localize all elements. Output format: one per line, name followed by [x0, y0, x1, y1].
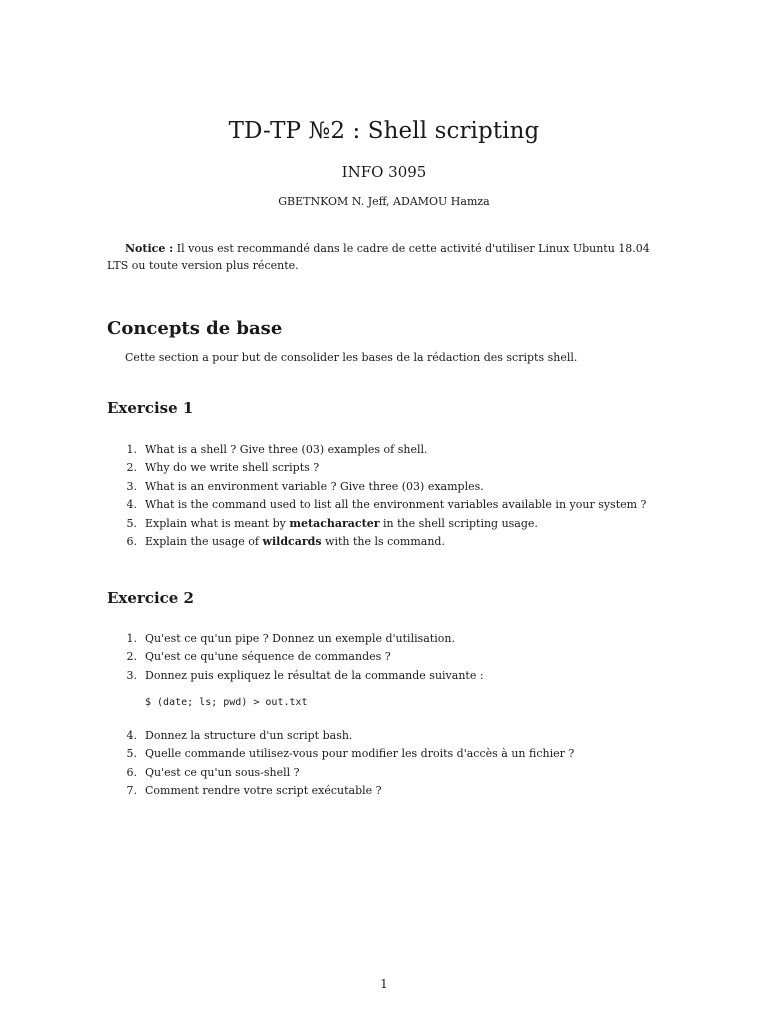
- list-item: [107, 478, 646, 496]
- item-text: Donnez la structure d'un script bash.: [145, 729, 353, 742]
- list-item: [107, 764, 574, 782]
- item-text: Comment rendre votre script exécutable ?: [145, 784, 382, 798]
- notice-paragraph: [107, 240, 667, 274]
- list-item: [107, 459, 646, 477]
- item-number: 3.: [126, 479, 137, 493]
- item-text-start: Explain what is meant by: [145, 516, 290, 530]
- exercise-2-heading: Exercice 2: [107, 589, 194, 607]
- list-item: [107, 515, 646, 533]
- item-text: Quelle commande utilisez-vous pour modifier les droits d'accès à un fichier ?: [145, 747, 575, 761]
- section-intro: Cette section a pour but de consolider les bases de la rédaction des scripts shell.: [125, 351, 578, 364]
- list-item: [107, 630, 484, 648]
- item-number: 3.: [126, 668, 137, 682]
- item-text: What is the command used to list all the environment variables available in your system ?: [145, 498, 647, 512]
- item-text: [145, 515, 538, 533]
- list-item: [107, 667, 484, 685]
- item-text: What is a shell ? Give three (03) examples of shell.: [145, 443, 428, 456]
- notice-label: Notice :: [125, 242, 174, 255]
- exercise-1-list: [107, 441, 646, 551]
- item-text: Qu'est ce qu'une séquence de commandes ?: [145, 650, 391, 664]
- list-item: [107, 745, 574, 763]
- item-number: 6.: [126, 765, 137, 779]
- list-item: [107, 441, 646, 459]
- item-number: 7.: [126, 784, 137, 798]
- item-number: 4.: [126, 729, 137, 742]
- item-text: Why do we write shell scripts ?: [145, 461, 320, 475]
- course-code: INFO 3095: [341, 163, 427, 181]
- item-number: 4.: [126, 498, 137, 512]
- item-number: 5.: [126, 516, 137, 530]
- item-text: What is an environment variable ? Give three (03) examples.: [145, 479, 484, 493]
- keyword-wildcards: wildcards: [262, 534, 322, 548]
- item-text: Qu'est ce qu'un sous-shell ?: [145, 765, 300, 779]
- item-text-end: in the shell scripting usage.: [379, 516, 538, 530]
- document-title: TD-TP №2 : Shell scripting: [228, 118, 540, 144]
- exercise-2-list-part-2: [107, 727, 574, 801]
- list-item: [107, 533, 646, 551]
- item-number: 2.: [126, 650, 137, 664]
- list-item: [107, 648, 484, 666]
- list-item: [107, 782, 574, 800]
- authors: GBETNKOM N. Jeff, ADAMOU Hamza: [278, 195, 490, 208]
- item-text: Qu'est ce qu'un pipe ? Donnez un exemple d'utilisation.: [145, 632, 455, 645]
- item-text: [145, 533, 445, 551]
- page-number: 1: [380, 977, 388, 991]
- notice-text: Il vous est recommandé dans le cadre de cette activité d'utiliser Linux Ubuntu 18.04 LTS ou toute version plus récente.: [107, 242, 650, 272]
- item-number: 6.: [126, 534, 137, 548]
- item-text-end: with the ls command.: [321, 534, 445, 548]
- keyword-metacharacter: metacharacter: [289, 516, 380, 530]
- exercise-2-list-part-1: [107, 630, 484, 685]
- section-heading: Concepts de base: [107, 318, 283, 339]
- exercise-1-heading: Exercise 1: [107, 399, 194, 417]
- command-code-block: $ (date; ls; pwd) > out.txt: [145, 697, 308, 708]
- item-text: Donnez puis expliquez le résultat de la commande suivante :: [145, 668, 484, 682]
- item-text-start: Explain the usage of: [145, 534, 263, 548]
- item-number: 1.: [126, 443, 137, 456]
- list-item: [107, 727, 574, 745]
- item-number: 5.: [126, 747, 137, 761]
- item-number: 1.: [126, 632, 137, 645]
- list-item: [107, 496, 646, 514]
- item-number: 2.: [126, 461, 137, 475]
